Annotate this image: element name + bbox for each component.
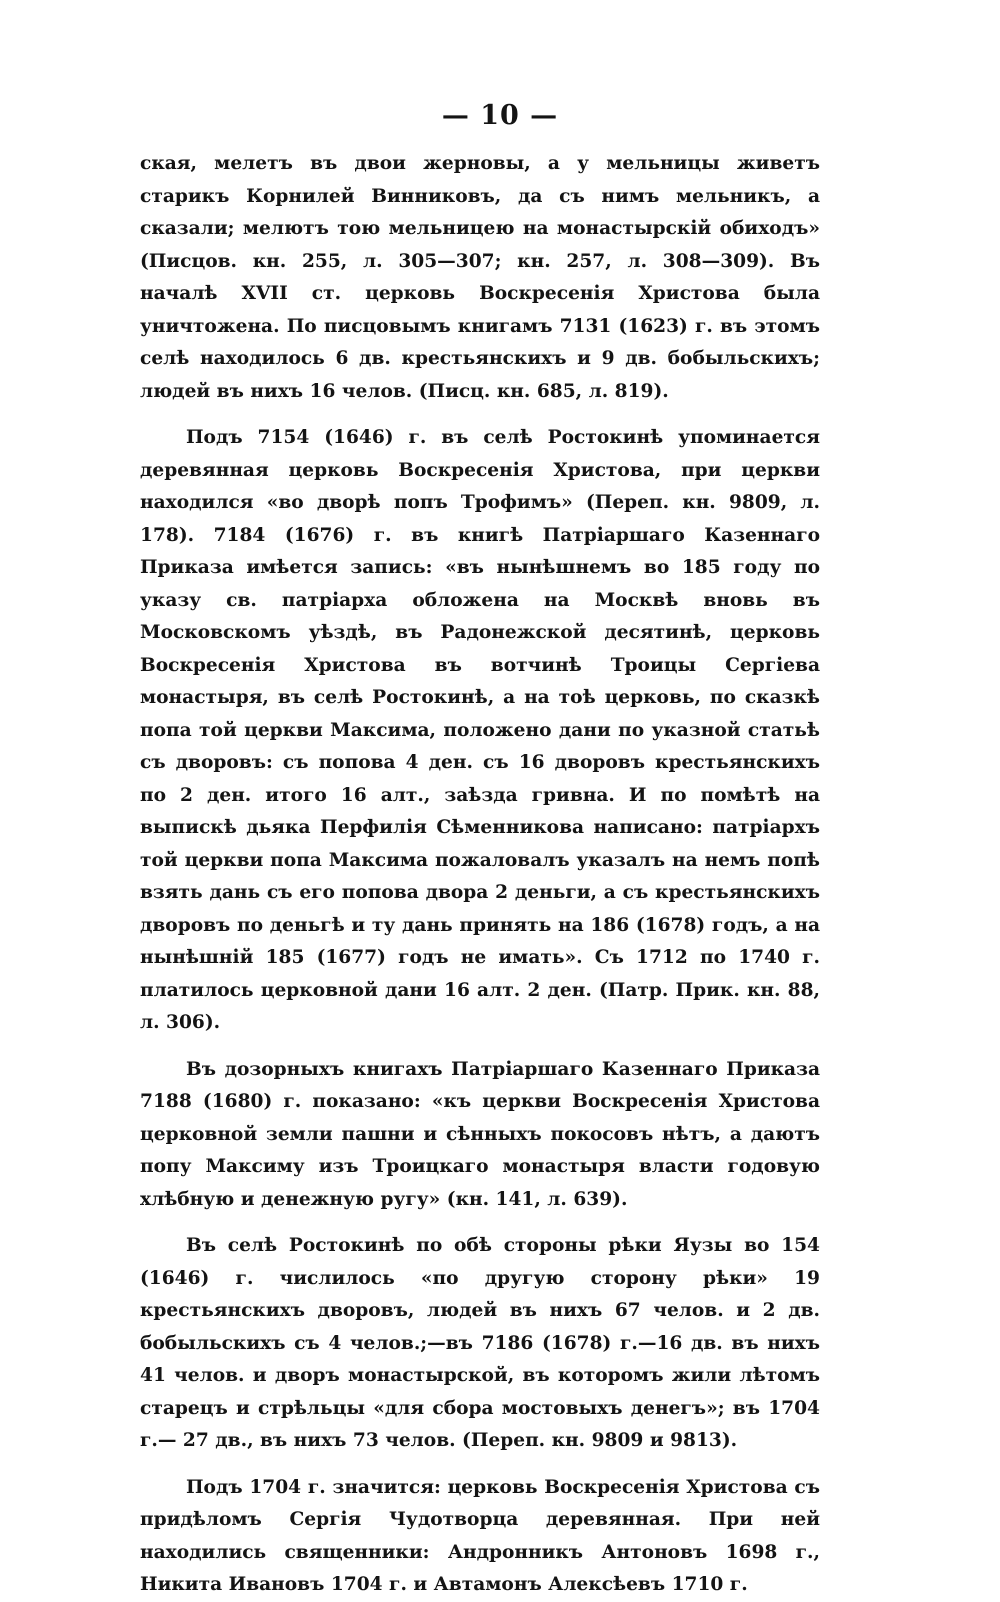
paragraph-households: Въ селѣ Ростокинѣ по обѣ стороны рѣки Яузы во 154 (1646) г. числилось «по другую сторону рѣки» 19 крестьянскихъ дворовъ, людей въ нихъ 67 челов. и 2 дв. бобыльскихъ съ 4 челов.;—въ 7186 (1678) г.—16 дв. въ нихъ 41 челов. и дворъ монастырской, въ которомъ жили лѣтомъ старецъ и стрѣльцы «для сбора мостовыхъ денегъ»; въ 1704 г.— 27 дв., въ нихъ 73 челов. (Переп. кн. 9809 и 9813). bbox=[140, 1235, 820, 1451]
paragraph-continued: ская, мелетъ въ двои жерновы, а у мельницы живетъ старикъ Корнилей Винниковъ, да съ нимъ мельникъ, а сказали; мелютъ тою мельницею на монастырскій обиходъ» (Писцов. кн. 255, л. 305—307; кн. 257, л. 308—309). Въ началѣ XVII ст. церковь Воскресенія Христова была уничтожена. По писцовымъ книгамъ 7131 (1623) г. въ этомъ селѣ находилось 6 дв. крестьянскихъ и 9 дв. бобыльскихъ; людей въ нихъ 16 челов. (Писц. кн. 685, л. 819). bbox=[140, 153, 820, 402]
body-text bbox=[140, 148, 820, 1602]
paragraph-survey-books: Въ дозорныхъ книгахъ Патріаршаго Казеннаго Приказа 7188 (1680) г. показано: «къ церкви Воскресенія Христова церковной земли пашни и сѣнныхъ покосовъ нѣтъ, а даютъ попу Максиму изъ Троицкаго монастыря власти годовую хлѣбную и денежную ругу» (кн. 141, л. 639). bbox=[140, 1058, 820, 1210]
paragraph-church-1646: Подъ 7154 (1646) г. въ селѣ Ростокинѣ упоминается деревянная церковь Воскресенія Христова, при церкви находился «во дворѣ попъ Трофимъ» (Переп. кн. 9809, л. 178). 7184 (1676) г. въ книгѣ Патріаршаго Казеннаго Приказа имѣется запись: «въ нынѣшнемъ во 185 году по указу св. патріарха обложена на Москвѣ вновь въ Московскомъ уѣздѣ, въ Радонежской десятинѣ, церковь Воскресенія Христова въ вотчинѣ Троицы Сергіева монастыря, въ селѣ Ростокинѣ, а на тоѣ церковь, по сказкѣ попа той церкви Максима, положено дани по указной статьѣ съ дворовъ: съ попова 4 ден. съ 16 дворовъ крестьянскихъ по 2 ден. итого 16 алт., заѣзда гривна. И по помѣтѣ на выпискѣ дьяка Перфилія Сѣменникова написано: патріархъ той церкви попа Максима пожаловалъ указалъ на немъ попѣ взять дань съ его попова двора 2 деньги, а съ крестьянскихъ дворовъ по деньгѣ и ту дань принять на 186 (1678) годъ, а на нынѣшній 185 (1677) годъ не имать». Съ 1712 по 1740 г. платилось церковной дани 16 алт. 2 ден. (Патр. Прик. кн. 88, л. 306). bbox=[140, 427, 820, 1033]
paragraph-clergy: Подъ 1704 г. значится: церковь Воскресенія Христова съ придѣломъ Сергія Чудотворца деревянная. При ней находились священники: Андронникъ Антоновъ 1698 г., Никита Ивановъ 1704 г. и Автамонъ Алексѣевъ 1710 г. bbox=[140, 1476, 820, 1595]
page-number: — 10 — bbox=[441, 100, 559, 131]
